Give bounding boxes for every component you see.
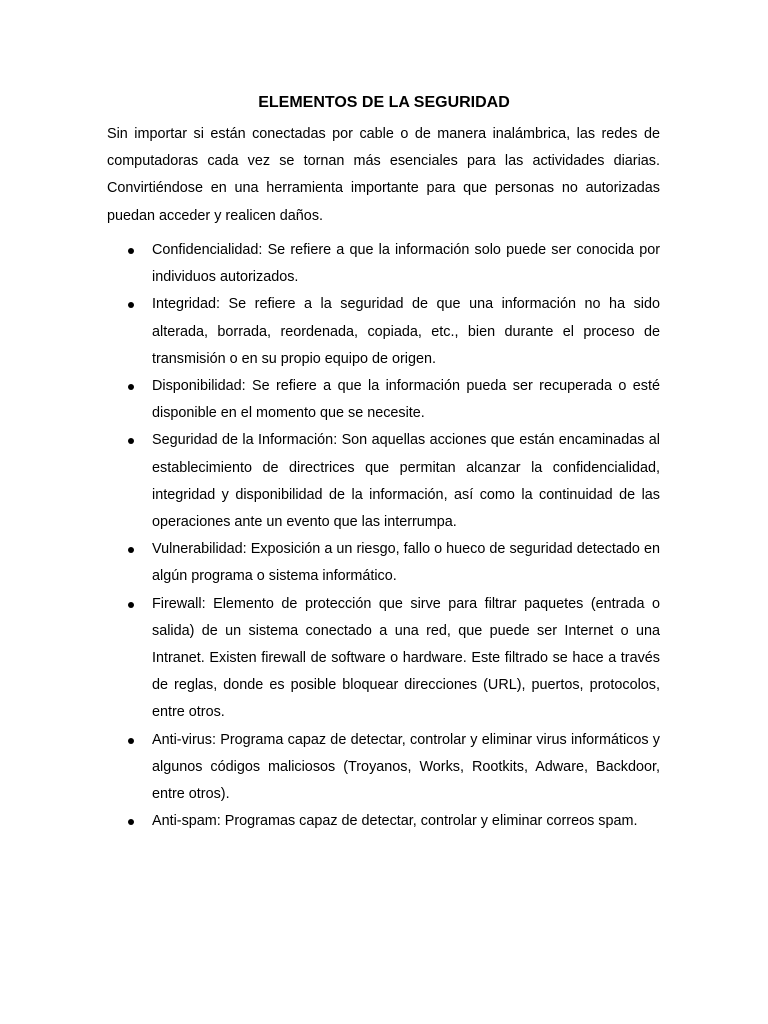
bullet-icon [128, 602, 134, 608]
list-item [107, 808, 660, 835]
list-item [107, 591, 660, 727]
list-item-text: Anti-virus: Programa capaz de detectar, controlar y eliminar virus informáticos y algunos códigos maliciosos (Troyanos, Works, Rootkits, Adware, Backdoor, entre otros). [152, 731, 660, 803]
list-item-text: Anti-spam: Programas capaz de detectar, controlar y eliminar correos spam. [152, 813, 638, 830]
bullet-icon [128, 738, 134, 744]
bullet-icon [128, 248, 134, 254]
list-item [107, 427, 660, 536]
list-item [107, 237, 660, 291]
bullet-icon [128, 384, 134, 390]
bullet-icon [128, 438, 134, 444]
list-item [107, 291, 660, 373]
bullet-icon [128, 547, 134, 553]
intro-paragraph: Sin importar si están conectadas por cable o de manera inalámbrica, las redes de computadoras cada vez se tornan más esenciales para las actividades diarias. Convirtiéndose en una herramienta importante para que personas no autorizadas puedan acceder y realicen daños. [107, 126, 660, 224]
list-item-text: Confidencialidad: Se refiere a que la información solo puede ser conocida por individuos autorizados. [152, 242, 660, 286]
bullet-icon [128, 302, 134, 308]
bullet-icon [128, 819, 134, 825]
bullet-list [107, 237, 660, 835]
list-item-text: Firewall: Elemento de protección que sirve para filtrar paquetes (entrada o salida) de un sistema conectado a una red, que puede ser Internet o una Intranet. Existen firewall de software o hardware. Este filtrado se hace a través de reglas, donde es posible bloquear direcciones (URL), puertos, protocolos, entre otros. [152, 595, 660, 721]
list-item-text: Disponibilidad: Se refiere a que la información pueda ser recuperada o esté disponible en el momento que se necesite. [152, 378, 660, 422]
list-item [107, 373, 660, 427]
list-item [107, 536, 660, 590]
document-title: ELEMENTOS DE LA SEGURIDAD [258, 94, 510, 111]
list-item-text: Vulnerabilidad: Exposición a un riesgo, fallo o hueco de seguridad detectado en algún programa o sistema informático. [152, 541, 660, 585]
list-item-text: Seguridad de la Información: Son aquellas acciones que están encaminadas al establecimiento de directrices que permitan alcanzar la confidencialidad, integridad y disponibilidad de la información, así como la continuidad de las operaciones ante un evento que las interrumpa. [152, 432, 660, 531]
list-item [107, 727, 660, 809]
list-item-text: Integridad: Se refiere a la seguridad de que una información no ha sido alterada, borrada, reordenada, copiada, etc., bien durante el proceso de transmisión o en su propio equipo de origen. [152, 296, 660, 367]
